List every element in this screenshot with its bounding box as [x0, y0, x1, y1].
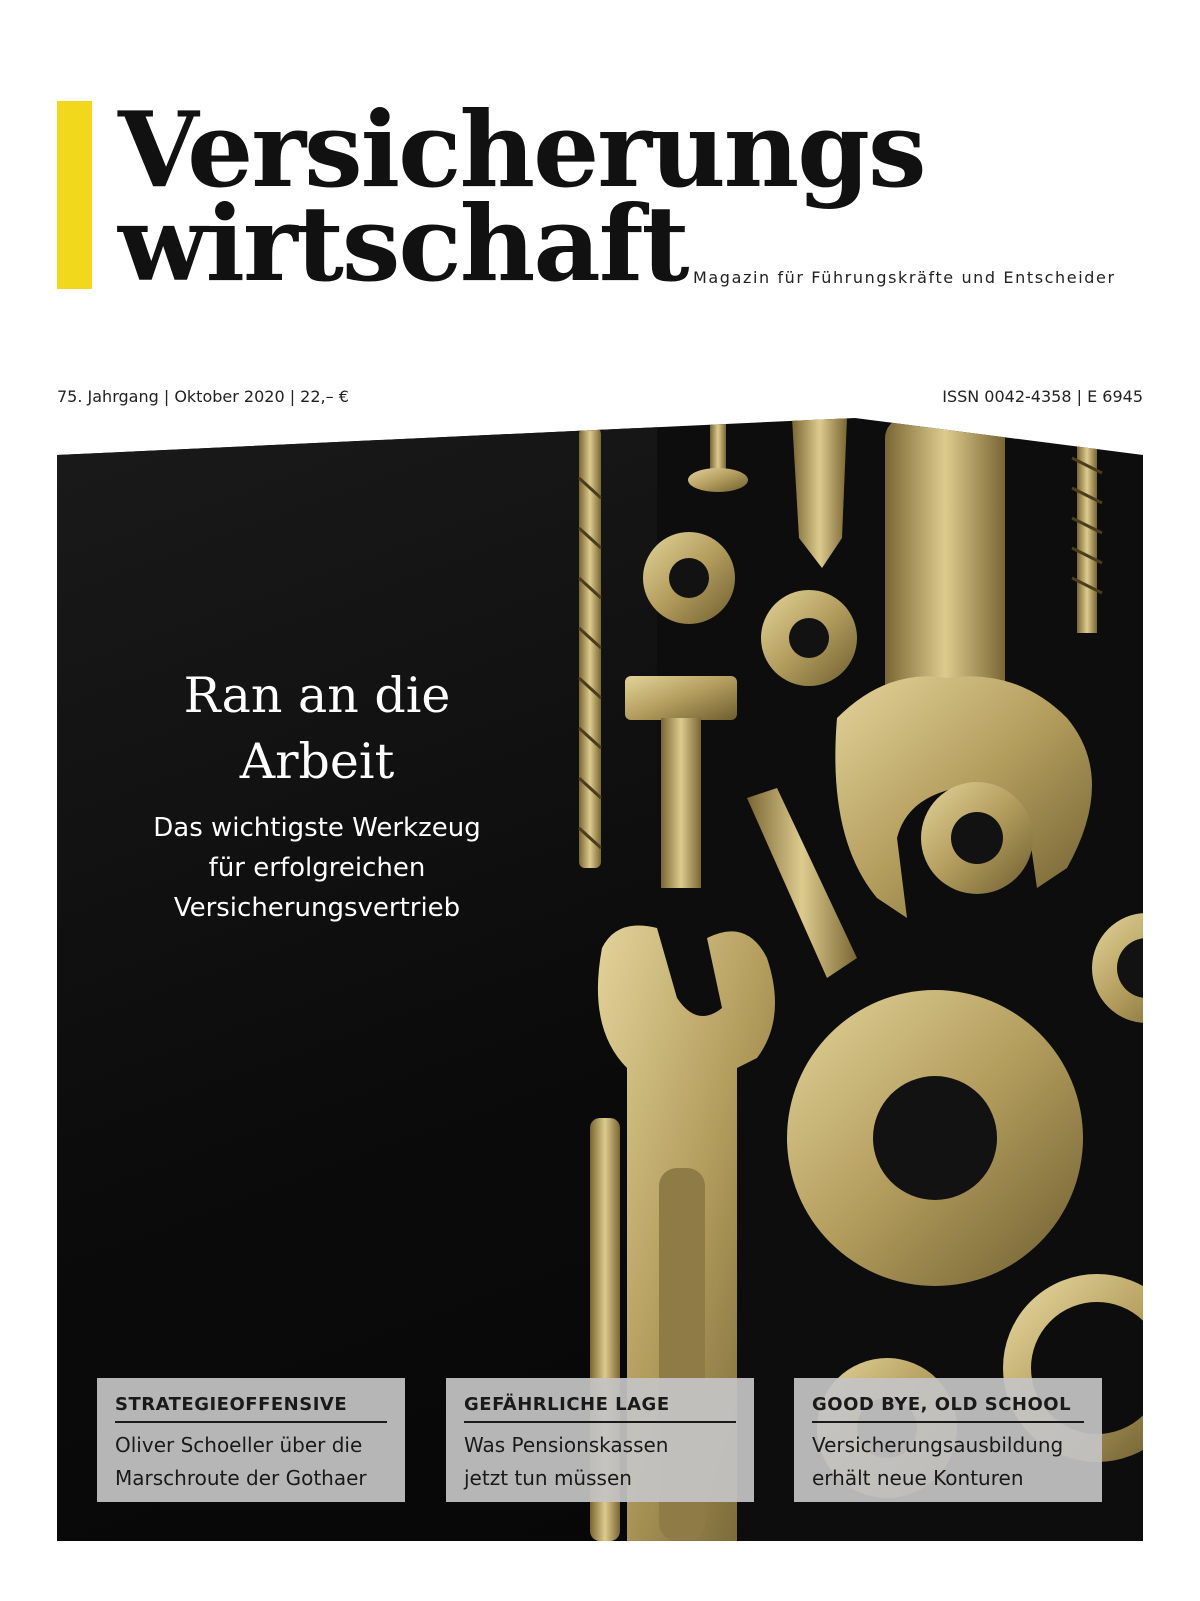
teaser-box	[446, 1378, 754, 1502]
masthead-tagline: Magazin für Führungskräfte und Entscheider	[693, 268, 1116, 287]
teaser-line: jetzt tun müssen	[464, 1466, 632, 1490]
screw-icon	[688, 418, 748, 492]
long-screw-icon	[1072, 443, 1102, 633]
masthead-title-line1: Versicherungs	[118, 88, 925, 211]
wall-plug-icon	[747, 788, 857, 978]
teaser-line: Oliver Schoeller über die	[115, 1433, 363, 1457]
subhead-line2: für erfolgreichen	[208, 853, 426, 883]
tools-illustration	[57, 418, 1143, 1541]
headline-line2: Arbeit	[239, 733, 395, 790]
wall-plug-icon	[792, 418, 847, 568]
nut-icon	[761, 590, 857, 686]
cover-headline	[57, 663, 577, 795]
teaser-line: Versicherungsausbildung	[812, 1433, 1064, 1457]
teaser-title: GOOD BYE, OLD SCHOOL	[812, 1394, 1084, 1423]
bolt-icon	[625, 676, 737, 888]
teaser-text	[464, 1429, 736, 1495]
nut-icon	[643, 532, 735, 624]
teaser-line: Marschroute der Gothaer	[115, 1466, 367, 1490]
washer-icon	[787, 990, 1083, 1286]
teaser-text	[812, 1429, 1084, 1495]
teaser-box	[794, 1378, 1102, 1502]
teaser-box	[97, 1378, 405, 1502]
teaser-line: erhält neue Konturen	[812, 1466, 1024, 1490]
ring-clip-icon	[1092, 913, 1143, 1023]
cover-subhead	[57, 808, 577, 928]
accent-bar	[57, 101, 92, 289]
teaser-title: STRATEGIEOFFENSIVE	[115, 1394, 387, 1423]
subhead-line1: Das wichtigste Werkzeug	[153, 813, 481, 843]
teaser-title: GEFÄHRLICHE LAGE	[464, 1394, 736, 1423]
cover-image	[57, 418, 1143, 1541]
wrench-icon	[835, 418, 1092, 918]
teaser-line: Was Pensionskassen	[464, 1433, 669, 1457]
issn-info: ISSN 0042-4358 | E 6945	[942, 387, 1143, 406]
issue-info: 75. Jahrgang | Oktober 2020 | 22,– €	[57, 387, 349, 406]
subhead-line3: Versicherungsvertrieb	[173, 893, 461, 923]
masthead-title-line2: wirtschaft	[118, 182, 688, 305]
headline-line1: Ran an die	[183, 667, 451, 724]
teaser-text	[115, 1429, 387, 1495]
drill-bit-icon	[579, 428, 601, 868]
